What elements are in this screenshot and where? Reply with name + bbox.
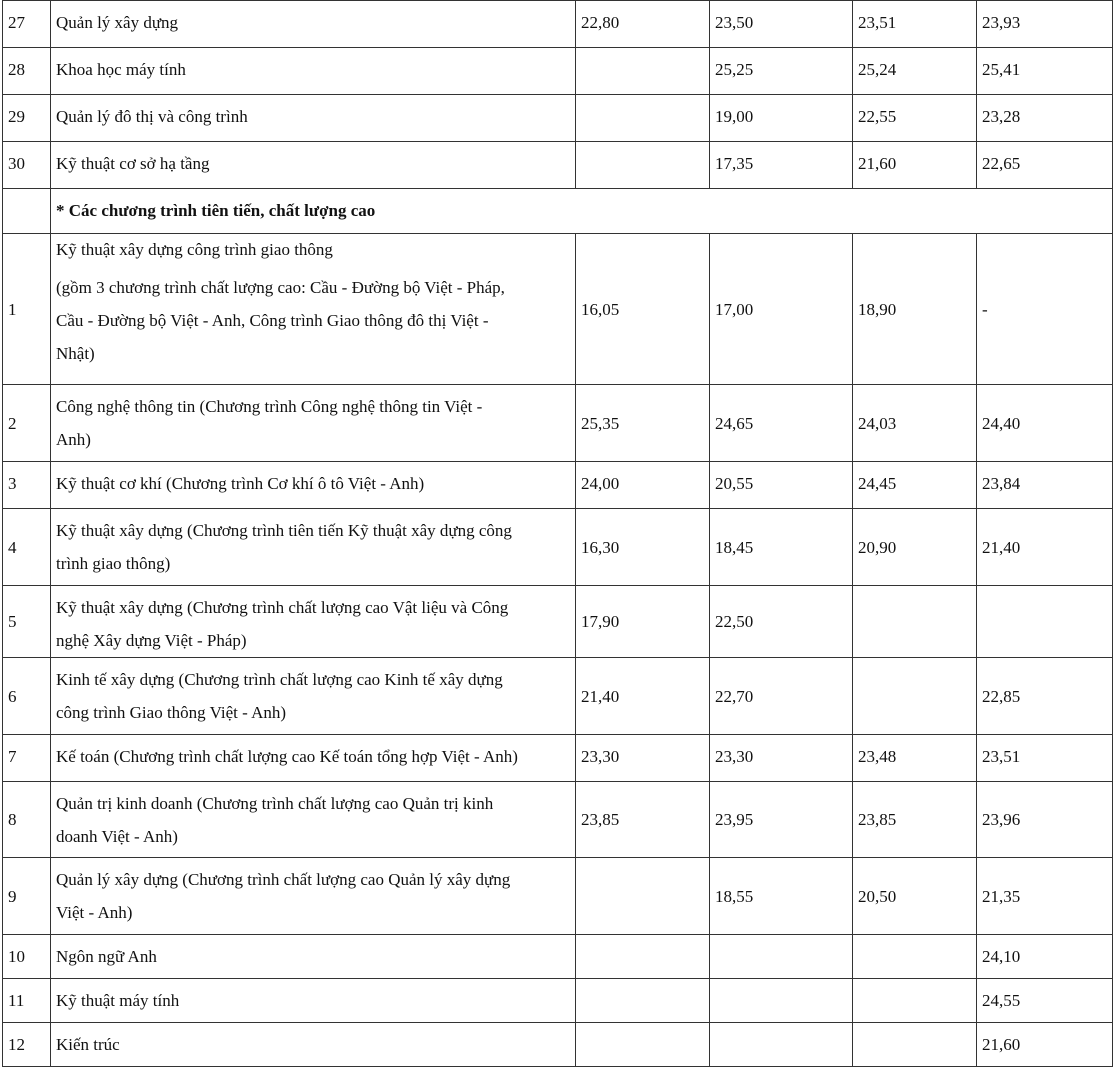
row-number: 5 bbox=[3, 586, 51, 658]
row-number: 2 bbox=[3, 385, 51, 462]
score-cell-3: 20,50 bbox=[853, 858, 977, 935]
row-number: 27 bbox=[3, 1, 51, 48]
score-cell-3: 23,48 bbox=[853, 735, 977, 782]
row-number: 28 bbox=[3, 48, 51, 95]
program-name-line: Kế toán (Chương trình chất lượng cao Kế toán tổng hợp Việt - Anh) bbox=[56, 747, 518, 766]
row-number: 4 bbox=[3, 509, 51, 586]
program-name-line: Quản lý đô thị và công trình bbox=[56, 107, 248, 126]
program-name bbox=[51, 462, 576, 509]
score-cell-3: 23,85 bbox=[853, 782, 977, 858]
table-row bbox=[3, 858, 1113, 935]
program-name bbox=[51, 935, 576, 979]
score-cell-2: 24,65 bbox=[710, 385, 853, 462]
row-number: 12 bbox=[3, 1023, 51, 1067]
section-no-cell bbox=[3, 189, 51, 234]
program-name-line: Quản lý xây dựng (Chương trình chất lượng cao Quản lý xây dựng bbox=[56, 870, 511, 889]
program-name-line: nghệ Xây dựng Việt - Pháp) bbox=[56, 631, 247, 650]
program-name bbox=[51, 95, 576, 142]
program-name-line: Cầu - Đường bộ Việt - Anh, Công trình Giao thông đô thị Việt - bbox=[56, 311, 489, 330]
score-cell-2 bbox=[710, 979, 853, 1023]
table-row bbox=[3, 385, 1113, 462]
program-name bbox=[51, 979, 576, 1023]
table-row bbox=[3, 658, 1113, 735]
row-number: 10 bbox=[3, 935, 51, 979]
score-cell-2: 23,50 bbox=[710, 1, 853, 48]
program-name-line: Ngôn ngữ Anh bbox=[56, 947, 157, 966]
program-name-line: trình giao thông) bbox=[56, 554, 171, 573]
row-number: 30 bbox=[3, 142, 51, 189]
program-name-line: Quản lý xây dựng bbox=[56, 13, 179, 32]
table-row bbox=[3, 234, 1113, 385]
program-name bbox=[51, 586, 576, 658]
program-name-line: Kỹ thuật xây dựng (Chương trình tiên tiến Kỹ thuật xây dựng công bbox=[56, 521, 512, 540]
score-cell-4: 24,40 bbox=[977, 385, 1113, 462]
row-number: 11 bbox=[3, 979, 51, 1023]
score-cell-1: 16,05 bbox=[576, 234, 710, 385]
score-cell-2: 20,55 bbox=[710, 462, 853, 509]
program-name-line: Khoa học máy tính bbox=[56, 60, 186, 79]
score-cell-3: 21,60 bbox=[853, 142, 977, 189]
program-name-line: Kỹ thuật xây dựng công trình giao thông bbox=[56, 240, 333, 259]
score-cell-4 bbox=[977, 586, 1113, 658]
table-row bbox=[3, 462, 1113, 509]
table-row bbox=[3, 1, 1113, 48]
program-name bbox=[51, 735, 576, 782]
score-cell-2: 23,30 bbox=[710, 735, 853, 782]
score-cell-4: 21,40 bbox=[977, 509, 1113, 586]
score-cell-2: 22,50 bbox=[710, 586, 853, 658]
program-name bbox=[51, 234, 576, 385]
score-cell-1 bbox=[576, 858, 710, 935]
score-cell-3 bbox=[853, 1023, 977, 1067]
program-name bbox=[51, 1, 576, 48]
score-cell-3 bbox=[853, 658, 977, 735]
table-row bbox=[3, 48, 1113, 95]
score-cell-3 bbox=[853, 935, 977, 979]
program-name bbox=[51, 385, 576, 462]
row-number: 1 bbox=[3, 234, 51, 385]
score-cell-4: 25,41 bbox=[977, 48, 1113, 95]
score-cell-2: 22,70 bbox=[710, 658, 853, 735]
score-cell-4: - bbox=[977, 234, 1113, 385]
score-cell-3: 25,24 bbox=[853, 48, 977, 95]
score-cell-2 bbox=[710, 1023, 853, 1067]
score-table-body bbox=[3, 1, 1113, 1067]
table-row bbox=[3, 95, 1113, 142]
score-cell-1: 17,90 bbox=[576, 586, 710, 658]
table-row bbox=[3, 1023, 1113, 1067]
score-cell-3 bbox=[853, 979, 977, 1023]
score-cell-4: 21,60 bbox=[977, 1023, 1113, 1067]
score-cell-3: 24,45 bbox=[853, 462, 977, 509]
score-table bbox=[2, 0, 1113, 1067]
score-cell-2: 17,00 bbox=[710, 234, 853, 385]
score-cell-4: 24,10 bbox=[977, 935, 1113, 979]
program-name bbox=[51, 509, 576, 586]
table-row bbox=[3, 509, 1113, 586]
score-cell-3: 18,90 bbox=[853, 234, 977, 385]
table-row bbox=[3, 586, 1113, 658]
program-name-line: Công nghệ thông tin (Chương trình Công nghệ thông tin Việt - bbox=[56, 397, 483, 416]
program-name-line: Kiến trúc bbox=[56, 1035, 120, 1054]
score-cell-1: 24,00 bbox=[576, 462, 710, 509]
score-cell-1 bbox=[576, 979, 710, 1023]
program-name-line: Kỹ thuật cơ sở hạ tầng bbox=[56, 154, 210, 173]
score-cell-3: 24,03 bbox=[853, 385, 977, 462]
score-cell-4: 22,85 bbox=[977, 658, 1113, 735]
score-cell-1 bbox=[576, 935, 710, 979]
score-cell-2 bbox=[710, 935, 853, 979]
row-number: 7 bbox=[3, 735, 51, 782]
score-cell-4: 21,35 bbox=[977, 858, 1113, 935]
program-name-line: Việt - Anh) bbox=[56, 903, 133, 922]
score-cell-1 bbox=[576, 142, 710, 189]
program-name-line: công trình Giao thông Việt - Anh) bbox=[56, 703, 287, 722]
table-row bbox=[3, 979, 1113, 1023]
score-cell-1: 22,80 bbox=[576, 1, 710, 48]
score-cell-2: 19,00 bbox=[710, 95, 853, 142]
score-cell-4: 23,93 bbox=[977, 1, 1113, 48]
table-row bbox=[3, 782, 1113, 858]
program-name-line: Kỹ thuật xây dựng (Chương trình chất lượng cao Vật liệu và Công bbox=[56, 598, 509, 617]
score-cell-2: 18,55 bbox=[710, 858, 853, 935]
program-name bbox=[51, 142, 576, 189]
table-row bbox=[3, 935, 1113, 979]
program-name bbox=[51, 1023, 576, 1067]
program-name bbox=[51, 782, 576, 858]
score-cell-2: 18,45 bbox=[710, 509, 853, 586]
table-row bbox=[3, 142, 1113, 189]
score-cell-2: 25,25 bbox=[710, 48, 853, 95]
program-name-line: Quản trị kinh doanh (Chương trình chất lượng cao Quản trị kinh bbox=[56, 794, 494, 813]
score-cell-1: 21,40 bbox=[576, 658, 710, 735]
row-number: 3 bbox=[3, 462, 51, 509]
score-cell-2: 23,95 bbox=[710, 782, 853, 858]
score-cell-4: 23,51 bbox=[977, 735, 1113, 782]
program-name-line: Kinh tế xây dựng (Chương trình chất lượng cao Kinh tế xây dựng bbox=[56, 670, 503, 689]
program-name-line: Anh) bbox=[56, 430, 91, 449]
section-title: * Các chương trình tiên tiến, chất lượng cao bbox=[51, 189, 1113, 234]
score-cell-1 bbox=[576, 95, 710, 142]
score-cell-1: 25,35 bbox=[576, 385, 710, 462]
score-cell-3: 23,51 bbox=[853, 1, 977, 48]
program-name bbox=[51, 858, 576, 935]
row-number: 6 bbox=[3, 658, 51, 735]
score-cell-3: 20,90 bbox=[853, 509, 977, 586]
score-cell-3: 22,55 bbox=[853, 95, 977, 142]
score-cell-4: 23,96 bbox=[977, 782, 1113, 858]
score-cell-2: 17,35 bbox=[710, 142, 853, 189]
table-row bbox=[3, 735, 1113, 782]
row-number: 8 bbox=[3, 782, 51, 858]
section-row bbox=[3, 189, 1113, 234]
score-cell-4: 24,55 bbox=[977, 979, 1113, 1023]
program-name bbox=[51, 658, 576, 735]
score-cell-1: 23,85 bbox=[576, 782, 710, 858]
score-cell-1 bbox=[576, 48, 710, 95]
score-cell-4: 22,65 bbox=[977, 142, 1113, 189]
program-name bbox=[51, 48, 576, 95]
program-name-line: Kỹ thuật máy tính bbox=[56, 991, 180, 1010]
score-cell-1: 16,30 bbox=[576, 509, 710, 586]
score-cell-4: 23,84 bbox=[977, 462, 1113, 509]
score-cell-4: 23,28 bbox=[977, 95, 1113, 142]
score-cell-3 bbox=[853, 586, 977, 658]
program-name-line: Nhật) bbox=[56, 344, 95, 363]
program-name-line: (gồm 3 chương trình chất lượng cao: Cầu - Đường bộ Việt - Pháp, bbox=[56, 278, 505, 297]
row-number: 9 bbox=[3, 858, 51, 935]
row-number: 29 bbox=[3, 95, 51, 142]
score-cell-1: 23,30 bbox=[576, 735, 710, 782]
score-cell-1 bbox=[576, 1023, 710, 1067]
program-name-line: Kỹ thuật cơ khí (Chương trình Cơ khí ô tô Việt - Anh) bbox=[56, 474, 425, 493]
program-name-line: doanh Việt - Anh) bbox=[56, 827, 178, 846]
